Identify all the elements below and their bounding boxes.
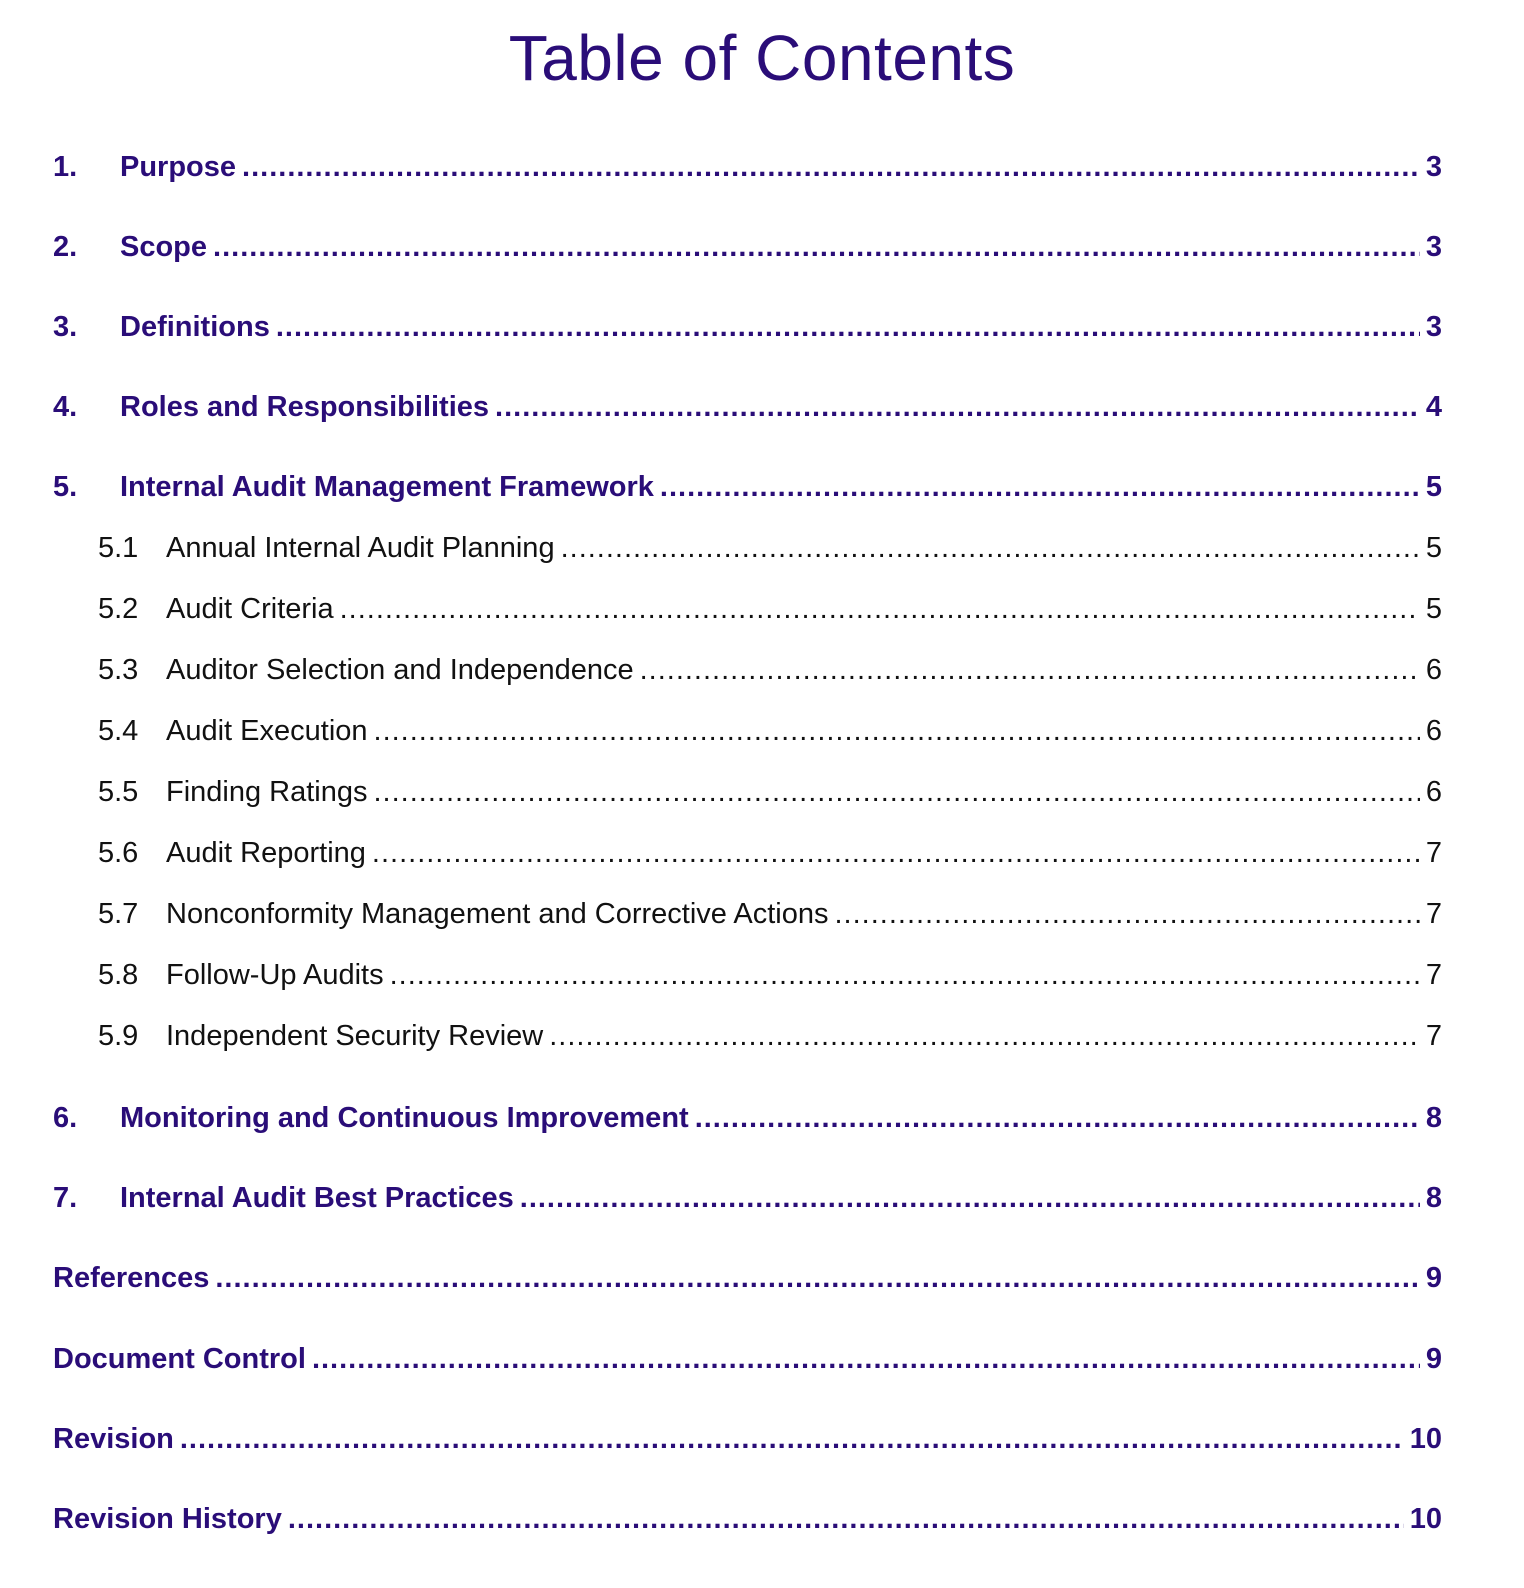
toc-dot-leader [340, 589, 1420, 629]
toc-entry-finding-ratings[interactable] [98, 772, 1442, 812]
toc-entry-revision[interactable] [53, 1419, 1442, 1459]
toc-page-number: 4 [1425, 391, 1442, 423]
page-title: Table of Contents [508, 22, 1016, 94]
toc-entry-revision-history[interactable] [53, 1499, 1442, 1539]
toc-page-number: 3 [1425, 231, 1442, 263]
toc-entry-definitions[interactable] [53, 307, 1442, 347]
toc-dot-leader [215, 1258, 1419, 1298]
toc-entry-purpose[interactable] [53, 147, 1442, 187]
toc-page-number: 7 [1425, 898, 1442, 930]
toc-entry-number: 5.8 [98, 959, 139, 991]
toc-entry-roles[interactable] [53, 387, 1442, 427]
toc-dot-leader [640, 650, 1420, 690]
toc-entry-number: 5.7 [98, 898, 139, 930]
toc-entry-framework[interactable] [53, 467, 1442, 507]
toc-dot-leader [495, 387, 1420, 427]
toc-entry-label: Internal Audit Best Practices [120, 1182, 514, 1214]
toc-dot-leader [520, 1178, 1420, 1218]
toc-entry-label: Follow-Up Audits [166, 959, 384, 991]
toc-entry-number: 5.6 [98, 837, 139, 869]
toc-entry-best-practices[interactable] [53, 1178, 1442, 1218]
toc-dot-leader [213, 227, 1420, 267]
toc-entry-number: 4. [53, 391, 78, 423]
toc-page-number: 5 [1425, 593, 1442, 625]
toc-page-number: 9 [1425, 1262, 1442, 1294]
toc-entry-number: 5. [53, 471, 78, 503]
toc-entry-label: Revision [53, 1423, 174, 1455]
toc-entry-label: Internal Audit Management Framework [120, 471, 654, 503]
toc-page-number: 3 [1425, 151, 1442, 183]
toc-page-number: 7 [1425, 1020, 1442, 1052]
toc-entry-label: Definitions [120, 311, 270, 343]
toc-entry-references[interactable] [53, 1258, 1442, 1298]
toc-page-number: 6 [1425, 715, 1442, 747]
toc-dot-leader [242, 147, 1420, 187]
toc-page-number: 5 [1425, 532, 1442, 564]
toc-dot-leader [374, 711, 1420, 751]
toc-page-number: 7 [1425, 837, 1442, 869]
toc-entry-label: Monitoring and Continuous Improvement [120, 1102, 689, 1134]
toc-entry-number: 5.4 [98, 715, 139, 747]
toc-dot-leader [549, 1016, 1420, 1056]
toc-entry-auditor-selection[interactable] [98, 650, 1442, 690]
toc-entry-label: Annual Internal Audit Planning [166, 532, 555, 564]
toc-entry-number: 2. [53, 231, 78, 263]
toc-entry-label: Nonconformity Management and Corrective Actions [166, 898, 829, 930]
toc-dot-leader [372, 833, 1420, 873]
toc-entry-annual-planning[interactable] [98, 528, 1442, 568]
toc-entry-label: Auditor Selection and Independence [166, 654, 634, 686]
toc-entry-label: Roles and Responsibilities [120, 391, 490, 423]
toc-page-number: 6 [1425, 776, 1442, 808]
toc-entry-number: 5.3 [98, 654, 139, 686]
toc-dot-leader [834, 894, 1419, 934]
toc-entry-label: Finding Ratings [166, 776, 368, 808]
toc-dot-leader [390, 955, 1420, 995]
toc-page-number: 6 [1425, 654, 1442, 686]
toc-dot-leader [561, 528, 1420, 568]
toc-dot-leader [695, 1098, 1420, 1138]
toc-entry-label: Audit Criteria [166, 593, 334, 625]
toc-entry-number: 5.1 [98, 532, 139, 564]
toc-entry-label: Audit Execution [166, 715, 368, 747]
toc-entry-label: Independent Security Review [166, 1020, 544, 1052]
toc-page-number: 10 [1409, 1503, 1442, 1535]
toc-dot-leader [288, 1499, 1404, 1539]
toc-page-number: 8 [1425, 1102, 1442, 1134]
toc-page-number: 9 [1425, 1343, 1442, 1375]
toc-entry-label: References [53, 1262, 210, 1294]
toc-entry-label: Document Control [53, 1343, 306, 1375]
toc-entry-monitoring[interactable] [53, 1098, 1442, 1138]
toc-entry-scope[interactable] [53, 227, 1442, 267]
toc-page-number: 8 [1425, 1182, 1442, 1214]
toc-entry-label: Revision History [53, 1503, 282, 1535]
toc-page-number: 3 [1425, 311, 1442, 343]
toc-entry-number: 6. [53, 1102, 78, 1134]
toc-dot-leader [660, 467, 1420, 507]
toc-entry-number: 7. [53, 1182, 78, 1214]
toc-entry-security-review[interactable] [98, 1016, 1442, 1056]
toc-entry-label: Scope [120, 231, 208, 263]
toc-entry-nonconformity[interactable] [98, 894, 1442, 934]
toc-dot-leader [312, 1339, 1420, 1379]
toc-entry-number: 1. [53, 151, 78, 183]
toc-entry-audit-execution[interactable] [98, 711, 1442, 751]
toc-entry-audit-reporting[interactable] [98, 833, 1442, 873]
toc-entry-document-control[interactable] [53, 1339, 1442, 1379]
toc-dot-leader [180, 1419, 1404, 1459]
toc-page-number: 5 [1425, 471, 1442, 503]
toc-entry-number: 3. [53, 311, 78, 343]
toc-entry-label: Purpose [120, 151, 237, 183]
toc-page-number: 7 [1425, 959, 1442, 991]
toc-dot-leader [276, 307, 1420, 347]
toc-entry-number: 5.5 [98, 776, 139, 808]
toc-entry-number: 5.2 [98, 593, 139, 625]
toc-entry-number: 5.9 [98, 1020, 139, 1052]
toc-entry-label: Audit Reporting [166, 837, 366, 869]
toc-entry-follow-up-audits[interactable] [98, 955, 1442, 995]
toc-entry-audit-criteria[interactable] [98, 589, 1442, 629]
toc-page-number: 10 [1409, 1423, 1442, 1455]
toc-dot-leader [374, 772, 1420, 812]
